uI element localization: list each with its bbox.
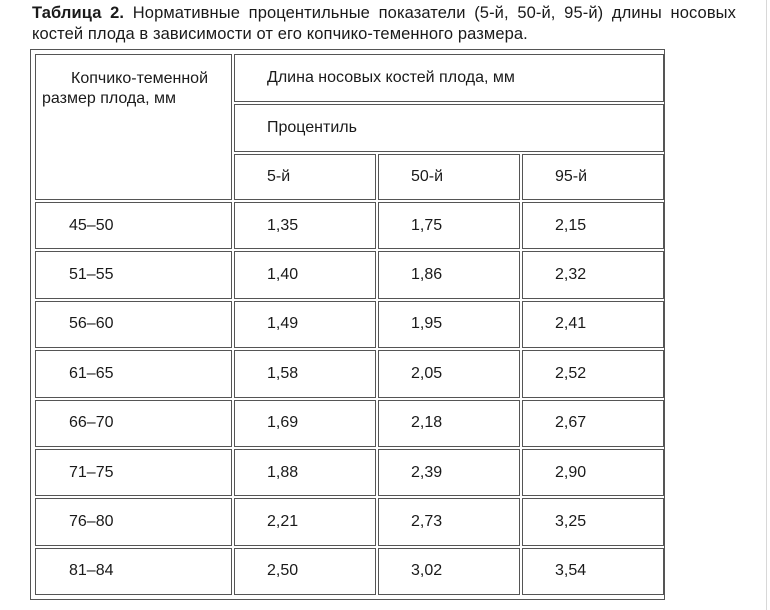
caption-label: Таблица 2. [32, 4, 125, 22]
cell-p95: 2,32 [522, 251, 664, 298]
row-crl-range: 61–65 [35, 350, 232, 397]
cell-p95: 2,52 [522, 350, 664, 397]
table-row [35, 449, 664, 496]
header-p95: 95-й [522, 154, 664, 200]
header-crl [35, 54, 232, 200]
header-nasal-bone-length: Длина носовых костей плода, мм [234, 54, 664, 102]
cell-p50: 3,02 [378, 548, 520, 595]
cell-p95: 2,67 [522, 400, 664, 447]
table-row [35, 498, 664, 545]
page-edge-divider [766, 0, 767, 610]
cell-p95: 3,25 [522, 498, 664, 545]
cell-p50: 2,05 [378, 350, 520, 397]
cell-p50: 2,73 [378, 498, 520, 545]
table-row [35, 202, 664, 249]
cell-p5: 1,69 [234, 400, 376, 447]
table-row [35, 548, 664, 595]
row-crl-range: 45–50 [35, 202, 232, 249]
cell-p95: 2,15 [522, 202, 664, 249]
cell-p50: 1,95 [378, 301, 520, 348]
row-crl-range: 66–70 [35, 400, 232, 447]
table-row [35, 251, 664, 298]
table-row [35, 400, 664, 447]
row-crl-range: 76–80 [35, 498, 232, 545]
header-p5: 5-й [234, 154, 376, 200]
table-row [35, 301, 664, 348]
header-crl-line2: размер плода, мм [42, 90, 177, 107]
cell-p5: 2,50 [234, 548, 376, 595]
cell-p5: 2,21 [234, 498, 376, 545]
header-percentile: Процентиль [234, 104, 664, 152]
cell-p5: 1,35 [234, 202, 376, 249]
header-crl-line1: Копчико-теменной [71, 70, 209, 87]
row-crl-range: 51–55 [35, 251, 232, 298]
caption-text: Нормативные процентильные показатели (5-й, 50-й, 95-й) длины носовых костей плода в зависимости от его копчико-теменного размера. [32, 4, 736, 43]
cell-p95: 2,90 [522, 449, 664, 496]
percentile-table-frame [30, 49, 665, 600]
cell-p95: 2,41 [522, 301, 664, 348]
row-crl-range: 56–60 [35, 301, 232, 348]
row-crl-range: 71–75 [35, 449, 232, 496]
cell-p50: 2,18 [378, 400, 520, 447]
row-crl-range: 81–84 [35, 548, 232, 595]
header-p50: 50-й [378, 154, 520, 200]
cell-p50: 1,75 [378, 202, 520, 249]
cell-p50: 1,86 [378, 251, 520, 298]
cell-p5: 1,58 [234, 350, 376, 397]
cell-p5: 1,40 [234, 251, 376, 298]
cell-p5: 1,88 [234, 449, 376, 496]
table-row [35, 350, 664, 397]
percentile-table [33, 52, 666, 597]
cell-p50: 2,39 [378, 449, 520, 496]
table-caption [32, 3, 736, 45]
cell-p95: 3,54 [522, 548, 664, 595]
cell-p5: 1,49 [234, 301, 376, 348]
